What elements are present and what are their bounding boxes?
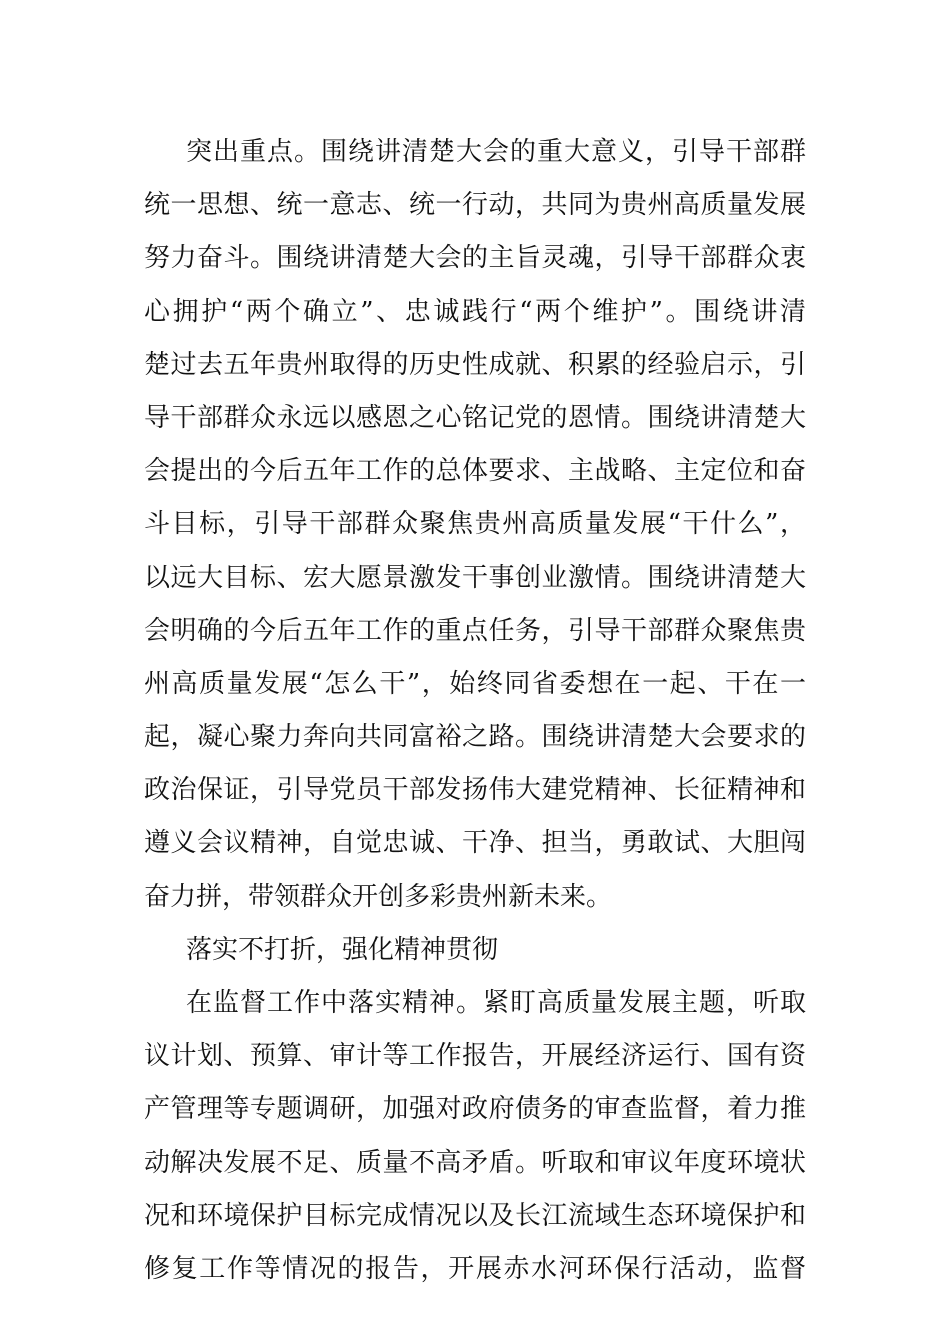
text-line: 落实不打折，强化精神贯彻 — [186, 934, 499, 965]
document-body-text — [144, 126, 806, 1296]
text-line: 会明确的今后五年工作的重点任务，引导干部群众聚焦贵 — [144, 615, 806, 646]
text-line: 州高质量发展“怎么干”，始终同省委想在一起、干在一 — [144, 668, 806, 699]
text-line: 突出重点。围绕讲清楚大会的重大意义，引导干部群 — [186, 137, 806, 167]
text-line: 政治保证，引导党员干部发扬伟大建党精神、长征精神和 — [144, 775, 806, 806]
text-line: 奋力拼，带领群众开创多彩贵州新未来。 — [144, 881, 613, 912]
text-line: 况和环境保护目标完成情况以及长江流域生态环境保护和 — [144, 1200, 806, 1231]
text-line: 动解决发展不足、质量不高矛盾。听取和审议年度环境状 — [144, 1147, 806, 1178]
text-line: 努力奋斗。围绕讲清楚大会的主旨灵魂，引导干部群众衷 — [144, 243, 806, 274]
text-line: 产管理等专题调研，加强对政府债务的审查监督，着力推 — [144, 1094, 806, 1125]
text-line: 以远大目标、宏大愿景激发干事创业激情。围绕讲清楚大 — [144, 562, 806, 593]
text-line: 统一思想、统一意志、统一行动，共同为贵州高质量发展 — [144, 190, 806, 221]
text-line: 议计划、预算、审计等工作报告，开展经济运行、国有资 — [144, 1041, 806, 1072]
text-line: 导干部群众永远以感恩之心铭记党的恩情。围绕讲清楚大 — [144, 402, 806, 433]
text-line: 楚过去五年贵州取得的历史性成就、积累的经验启示，引 — [144, 349, 806, 380]
text-line: 斗目标，引导干部群众聚焦贵州高质量发展“干什么”， — [144, 509, 806, 540]
text-line: 起，凝心聚力奔向共同富裕之路。围绕讲清楚大会要求的 — [144, 722, 806, 753]
text-line: 修复工作等情况的报告，开展赤水河环保行活动，监督 — [144, 1253, 806, 1284]
text-line: 遵义会议精神，自觉忠诚、干净、担当，勇敢试、大胆闯 — [144, 828, 806, 859]
text-line: 会提出的今后五年工作的总体要求、主战略、主定位和奋 — [144, 456, 806, 487]
text-line: 在监督工作中落实精神。紧盯高质量发展主题，听取 — [186, 988, 806, 1018]
text-line: 心拥护“两个确立”、忠诚践行“两个维护”。围绕讲清 — [144, 296, 806, 327]
